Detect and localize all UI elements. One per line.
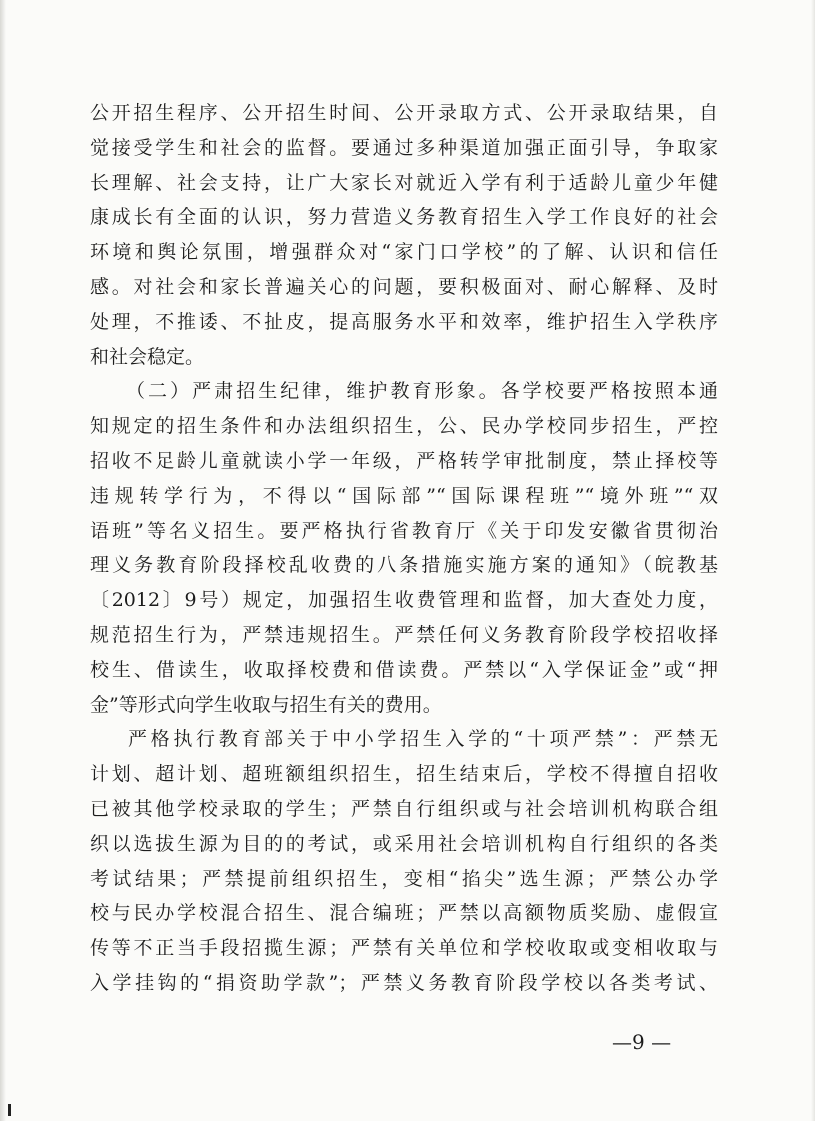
text-line: 长理解、社会支持，让广大家长对就近入学有利于适龄儿童少年健 <box>90 171 718 194</box>
scan-edge-shadow-right <box>811 0 815 1121</box>
text-line: 和社会稳定。 <box>90 345 205 368</box>
text-line: 传等不正当手段招揽生源；严禁有关单位和学校收取或变相收取与 <box>90 937 718 960</box>
text-line: 违规转学行为，不得以“国际部”“国际课程班”“境外班”“双 <box>90 484 718 507</box>
text-line: 招收不足龄儿童就读小学一年级，严格转学审批制度，禁止择校等 <box>90 449 718 472</box>
text-line: 感。对社会和家长普遍关心的问题，要积极面对、耐心解释、及时 <box>90 275 718 298</box>
text-line: 已被其他学校录取的学生；严禁自行组织或与社会培训机构联合组 <box>90 797 718 820</box>
text-line: 环境和舆论氛围，增强群众对“家门口学校”的了解、认识和信任 <box>90 241 718 264</box>
text-line: 考试结果；严禁提前组织招生，变相“掐尖”选生源；严禁公办学 <box>90 867 718 890</box>
text-line: 语班”等名义招生。要严格执行省教育厅《关于印发安徽省贯彻治 <box>90 519 718 542</box>
text-line: 知规定的招生条件和办法组织招生，公、民办学校同步招生，严控 <box>90 415 718 438</box>
text-line: 处理，不推诿、不扯皮，提高服务水平和效率，维护招生入学秩序 <box>90 310 718 333</box>
text-line: 〔2012〕9号）规定，加强招生收费管理和监督，加大查处力度， <box>90 589 718 612</box>
text-line: 入学挂钩的“捐资助学款”；严禁义务教育阶段学校以各类考试、 <box>90 971 718 994</box>
text-line: 公开招生程序、公开招生时间、公开录取方式、公开录取结果，自 <box>90 102 718 124</box>
scan-corner-mark <box>8 1104 11 1116</box>
text-line: 金”等形式向学生收取与招生有关的费用。 <box>90 693 442 716</box>
text-line: 校与民办学校混合招生、混合编班；严禁以高额物质奖励、虚假宣 <box>90 902 718 925</box>
text-line: 校生、借读生，收取择校费和借读费。严禁以“入学保证金”或“押 <box>90 658 718 681</box>
page-number: —9 — <box>612 1030 672 1054</box>
text-line: 计划、超计划、超班额组织招生，招生结束后，学校不得擅自招收 <box>90 763 718 786</box>
text-line: 严格执行教育部关于中小学招生入学的“十项严禁”：严禁无 <box>128 728 718 751</box>
text-line: 织以选拔生源为目的的考试，或采用社会培训机构自行组织的各类 <box>90 832 718 855</box>
text-line: （二）严肃招生纪律，维护教育形象。各学校要严格按照本通 <box>126 380 718 403</box>
text-line: 康成长有全面的认识，努力营造义务教育招生入学工作良好的社会 <box>90 206 718 229</box>
text-line: 觉接受学生和社会的监督。要通过多种渠道加强正面引导，争取家 <box>90 136 718 159</box>
text-line: 理义务教育阶段择校乱收费的八条措施实施方案的通知》（皖教基 <box>90 554 718 577</box>
text-line: 规范招生行为，严禁违规招生。严禁任何义务教育阶段学校招收择 <box>90 623 718 646</box>
body-text <box>90 96 718 1001</box>
scan-edge-shadow <box>0 0 6 1121</box>
